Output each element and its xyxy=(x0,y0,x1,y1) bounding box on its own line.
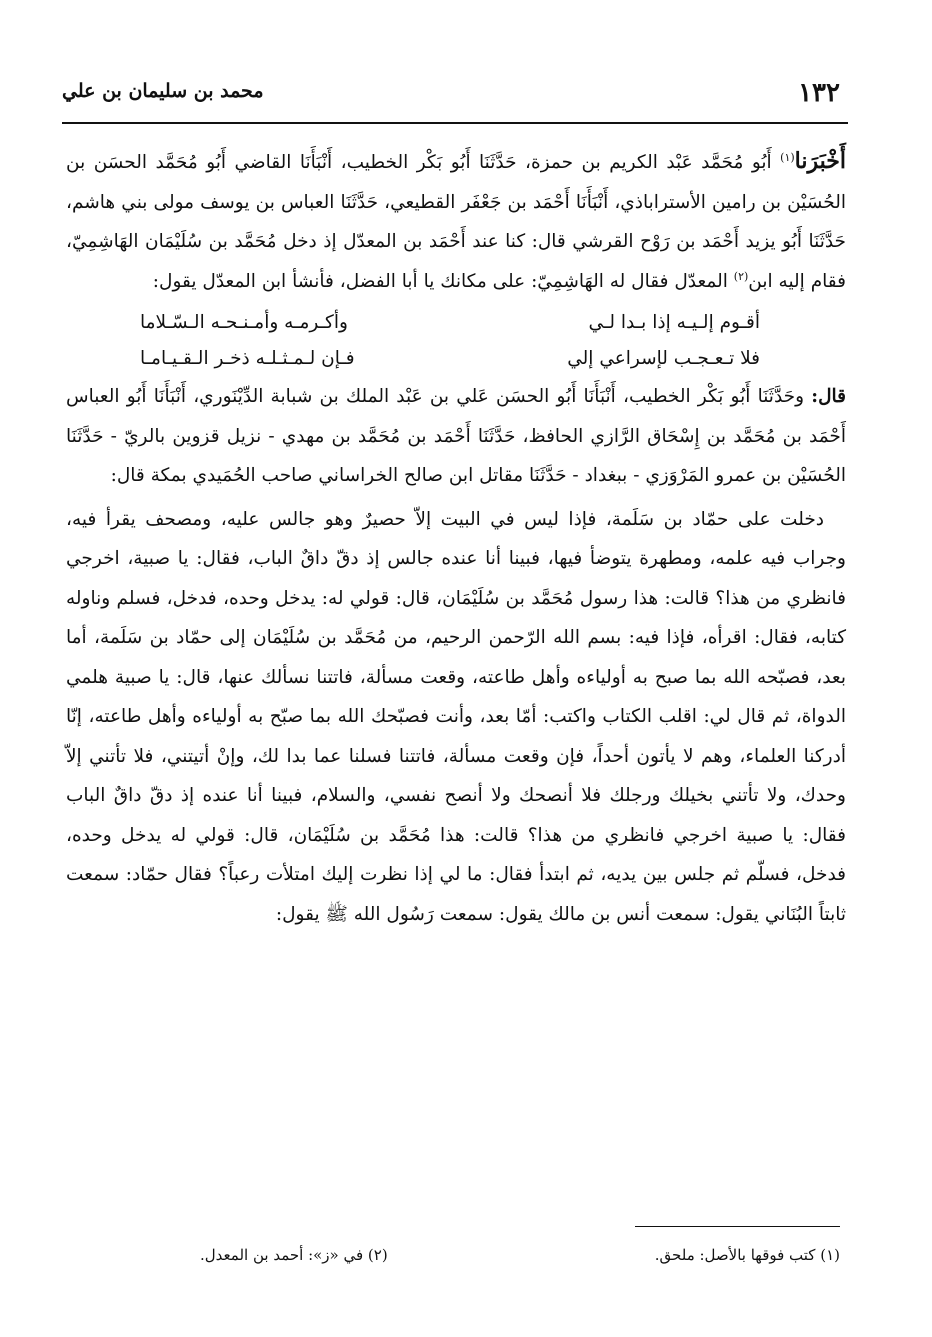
paragraph-3: دخلت على حمّاد بن سَلَمة، فإذا ليس في البيت إلاّ حصيرٌ وهو جالس عليه، ومصحف يقرأ فيه، وجراب فيه علمه، ومطهرة يتوضأ فيها، فبينا أنا عنده جالس إذ دقّ داقٌ الباب، فقال: يا صبية، اخرجي فانظري من هذا؟ قالت: هذا رسول مُحَمَّد بن سُلَيْمَان، قال: قولي له: يدخل وحده، فدخل، فسلم وناوله كتابه، فقال: اقرأه، فإذا فيه: بسم الله الرّحمن الرحيم، من مُحَمَّد بن سُلَيْمَان إلى حمّاد بن سَلَمة، أما بعد، فصبّحه الله بما صبح به أولياءه وأهل طاعته، وقعت مسألة، فاتتنا نسألك عنها، قال: يا صبية هلمي الدواة، ثم قال لي: اقلب الكتاب واكتب: أمّا بعد، وأنت فصبّحك الله بما صبّح به أولياءه وأهل طاعته، إنّا أدركنا العلماء، وهم لا يأتون أحداً، فإن وقعت مسألة، فاتتنا فسلنا عما بدا لك، وإنْ أتيتني، فلا تأتني إلاّ وحدك، ولا تأتني بخيلك ورجلك فلا أنصحك ولا أنصح نفسي، والسلام، فبينا أنا عنده إذ دقّ داقٌ الباب فقال: يا صبية اخرجي فانظري من هذا؟ قالت: هذا مُحَمَّد بن سُلَيْمَان، قال: قولي له يدخل وحده، فدخل، فسلّم ثم جلس بين يديه، ثم ابتدأ فقال: ما لي إذا نظرت إليك امتلأت رعباً؟ فقال حمّاد: سمعت ثابتاً البُنَاني يقول: سمعت أنس بن مالك يقول: سمعت رَسُول الله ﷺ يقول: xyxy=(66,508,846,925)
verse-2-second-hemistich: فـإن لـمـثـلـه ذخـر الـقـيـامـا xyxy=(140,348,355,369)
footnote-rule xyxy=(635,1226,840,1227)
paragraph-2-text: وحَدَّثَنَا أَبُو بَكْر الخطيب، أَنْبَأَنَا أَبُو الحسَن عَلي بن عَبْد الملك بن شبابة الدِّيْنَوري، أَنْبَأَنَا أَبُو العباس أَحْمَد بن مُحَمَّد بن إِسْحَاق الرَّازي الحافظ، حَدَّثَنَا أَحْمَد بن مُحَمَّد بن مهدي - نزيل قزوين بالريّ - حَدَّثَنَا الحُسَيْن بن عمرو المَرْوَزي - ببغداد - حَدَّثَنَا مقاتل ابن صالح الخراساني صاحب الحُمَيدي بمكة قال: xyxy=(66,386,846,486)
page-number: ١٣٢ xyxy=(798,78,840,108)
paragraph-lead-word: أَخْبَرَنا xyxy=(794,148,846,174)
paragraph-1 xyxy=(66,142,846,301)
header-rule xyxy=(62,122,848,124)
footnote-marker-1: (١) xyxy=(780,150,795,164)
verse-1-second-hemistich: وأكـرمـه وأمـنـحـه الـسّـلاما xyxy=(140,312,348,333)
page-header xyxy=(62,78,840,114)
verse-line-1 xyxy=(66,305,846,341)
paragraph-2-lead-word: قال: xyxy=(811,386,846,407)
paragraph-1-text: أَبُو مُحَمَّد عَبْد الكريم بن حمزة، حَدَّثَنَا أَبُو بَكْر الخطيب، أَنْبَأَنَا القاضي أَبُو مُحَمَّد الحسَن بن الحُسَيْن بن رامين الأستراباذي، أَنْبَأَنَا أَحْمَد بن جَعْفَر القطيعي، حَدَّثَنَا العباس بن يوسف مولى بني هاشم، حَدَّثَنَا أَبُو يزيد أَحْمَد بن رَوْح القرشي قال: كنا عند أَحْمَد بن المعدّل إذ دخل مُحَمَّد بن سُلَيْمَان الهَاشِمِيّ، فقام إليه ابن xyxy=(66,152,846,292)
verse-1-first-hemistich: أقـوم إلـيـه إذا بـدا لـي xyxy=(588,312,760,333)
verse-line-2 xyxy=(66,341,846,377)
footnote-marker-2: (٢) xyxy=(733,269,749,283)
footnotes xyxy=(200,1244,840,1266)
verse-2-first-hemistich: فلا تـعـجـب لإسراعي إلي xyxy=(567,348,760,369)
footnote-2: (٢) في «ز»: أحمد بن المعدل. xyxy=(200,1246,388,1264)
running-title: محمد بن سليمان بن علي xyxy=(62,80,264,102)
paragraph-1-text-cont: المعدّل فقال له الهَاشِمِيّ: على مكانك يا أبا الفضل، فأنشأ ابن المعدّل يقول: xyxy=(152,270,734,292)
main-text xyxy=(66,142,846,934)
poem-verses xyxy=(66,305,846,377)
footnote-1: (١) كتب فوقها بالأصل: ملحق. xyxy=(654,1246,840,1264)
paragraph-2 xyxy=(66,377,846,496)
